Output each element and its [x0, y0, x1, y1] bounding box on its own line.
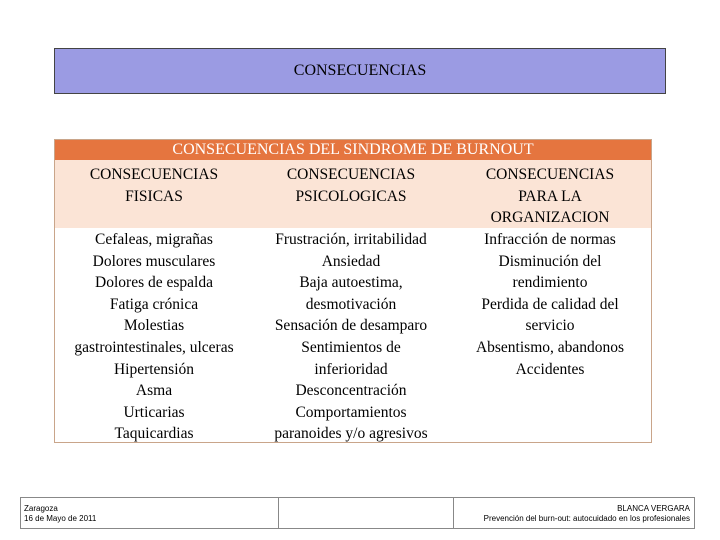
heading-organizacion	[449, 160, 651, 228]
list-item: Sentimientos de	[301, 338, 401, 356]
list-item: desmotivación	[305, 295, 397, 313]
heading-line: CONSECUENCIAS	[89, 166, 219, 183]
list-item: servicio	[525, 317, 575, 335]
list-item: Ansiedad	[321, 252, 381, 270]
footer-middle	[279, 498, 454, 528]
list-item: Absentismo, abandonos	[475, 338, 625, 356]
slide-title: CONSECUENCIAS	[293, 62, 427, 79]
footer-left	[21, 498, 279, 528]
items-row	[55, 228, 651, 442]
heading-line: CONSECUENCIAS	[286, 166, 416, 183]
heading-psicologicas	[253, 160, 449, 228]
list-item: Urticarias	[123, 403, 185, 421]
footer-place: Zaragoza	[24, 504, 58, 513]
list-item: Perdida de calidad del	[481, 295, 619, 313]
footer-date: 16 de Mayo de 2011	[24, 514, 97, 523]
burnout-table	[54, 139, 652, 443]
list-item: Taquicardias	[114, 425, 194, 443]
table-header	[55, 140, 651, 160]
heading-line: CONSECUENCIAS	[485, 166, 615, 183]
list-item: rendimiento	[512, 274, 588, 292]
footer-author: BLANCA VERGARA	[617, 504, 690, 513]
list-item: Fatiga crónica	[109, 295, 199, 313]
list-item: Disminución del	[498, 252, 602, 270]
list-item: Frustración, irritabilidad	[275, 231, 427, 248]
list-item: Hipertensión	[113, 360, 195, 378]
list-item: Dolores musculares	[92, 252, 216, 270]
list-fisicas	[55, 228, 253, 442]
heading-line: PARA LA	[518, 187, 582, 205]
heading-fisicas	[55, 160, 253, 228]
list-item: Molestias	[123, 317, 185, 335]
column-headings-row	[55, 160, 651, 228]
heading-line: ORGANIZACION	[490, 209, 610, 227]
heading-line: FISICAS	[125, 187, 183, 205]
slide-title-box	[54, 48, 666, 94]
list-item: Cefaleas, migrañas	[95, 231, 213, 248]
list-organizacion	[449, 228, 651, 442]
slide-footer	[20, 497, 695, 529]
list-item: Infracción de normas	[484, 231, 616, 248]
list-item: Desconcentración	[295, 382, 407, 400]
list-item: Asma	[135, 382, 173, 400]
list-item: Sensación de desamparo	[274, 317, 428, 335]
list-item: paranoides y/o agresivos	[274, 425, 428, 443]
list-item: Baja autoestima,	[299, 274, 403, 292]
table-header-text: CONSECUENCIAS DEL SINDROME DE BURNOUT	[172, 141, 534, 158]
heading-line: PSICOLOGICAS	[295, 187, 407, 205]
list-psicologicas	[253, 228, 449, 442]
list-item: inferioridad	[314, 360, 388, 378]
list-item: Accidentes	[515, 360, 585, 378]
footer-right	[454, 498, 694, 528]
list-item: Dolores de espalda	[95, 274, 213, 292]
list-item: Comportamientos	[295, 403, 407, 421]
footer-subtitle: Prevención del burn-out: autocuidado en los profesionales	[483, 514, 690, 523]
list-item: gastrointestinales, ulceras	[74, 338, 234, 356]
